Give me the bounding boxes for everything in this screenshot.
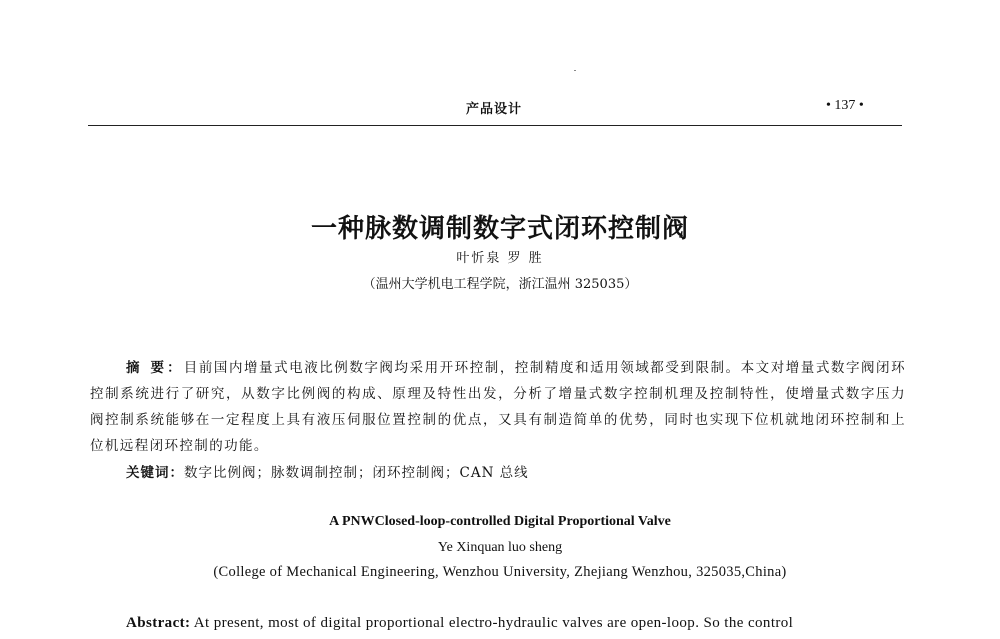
paper-title: 一种脉数调制数字式闭环控制阀: [310, 214, 689, 244]
english-title: A PNWClosed-loop-controlled Digital Proportional Valve: [329, 514, 671, 529]
abstract-label: 摘 要：: [126, 360, 184, 376]
abstract-text: 目前国内增量式电液比例数字阀均采用开环控制，控制精度和适用领域都受到限制。本文对增量式数字阀闭环控制系统进行了研究，从数字比例阀的构成、原理及特性出发，分析了增量式数字控制机理及控制特性，使增量式数字压力阀控制系统能够在一定程度上具有液压伺服位置控制的优点，又具有制造简单的优势，同时也实现下位机就地闭环控制和上位机远程闭环控制的功能。: [90, 360, 906, 454]
english-authors: Ye Xinquan luo sheng: [437, 540, 563, 555]
keywords-text: 数字比例阀；脉数调制控制；闭环控制阀；CAN 总线: [184, 465, 529, 481]
page-number: • 137 •: [826, 98, 864, 113]
header-rule: [88, 125, 902, 126]
abstract-chinese: [90, 355, 906, 459]
english-abstract-text: At present, most of digital proportional electro-hydraulic valves are open-loop. So the control: [190, 615, 794, 631]
english-abstract: [126, 615, 916, 632]
english-abstract-label: Abstract:: [126, 615, 191, 631]
paper-authors: 叶忻泉 罗 胜: [456, 251, 544, 266]
english-affiliation: (College of Mechanical Engineering, Wenzhou University, Zhejiang Wenzhou, 325035,China): [213, 564, 787, 580]
keywords-label: 关键词：: [126, 465, 184, 481]
paper-affiliation: （温州大学机电工程学院，浙江温州 325035）: [362, 277, 638, 292]
section-header: 产品设计: [466, 102, 523, 117]
keywords: [126, 461, 529, 481]
scan-speck: [574, 70, 576, 71]
